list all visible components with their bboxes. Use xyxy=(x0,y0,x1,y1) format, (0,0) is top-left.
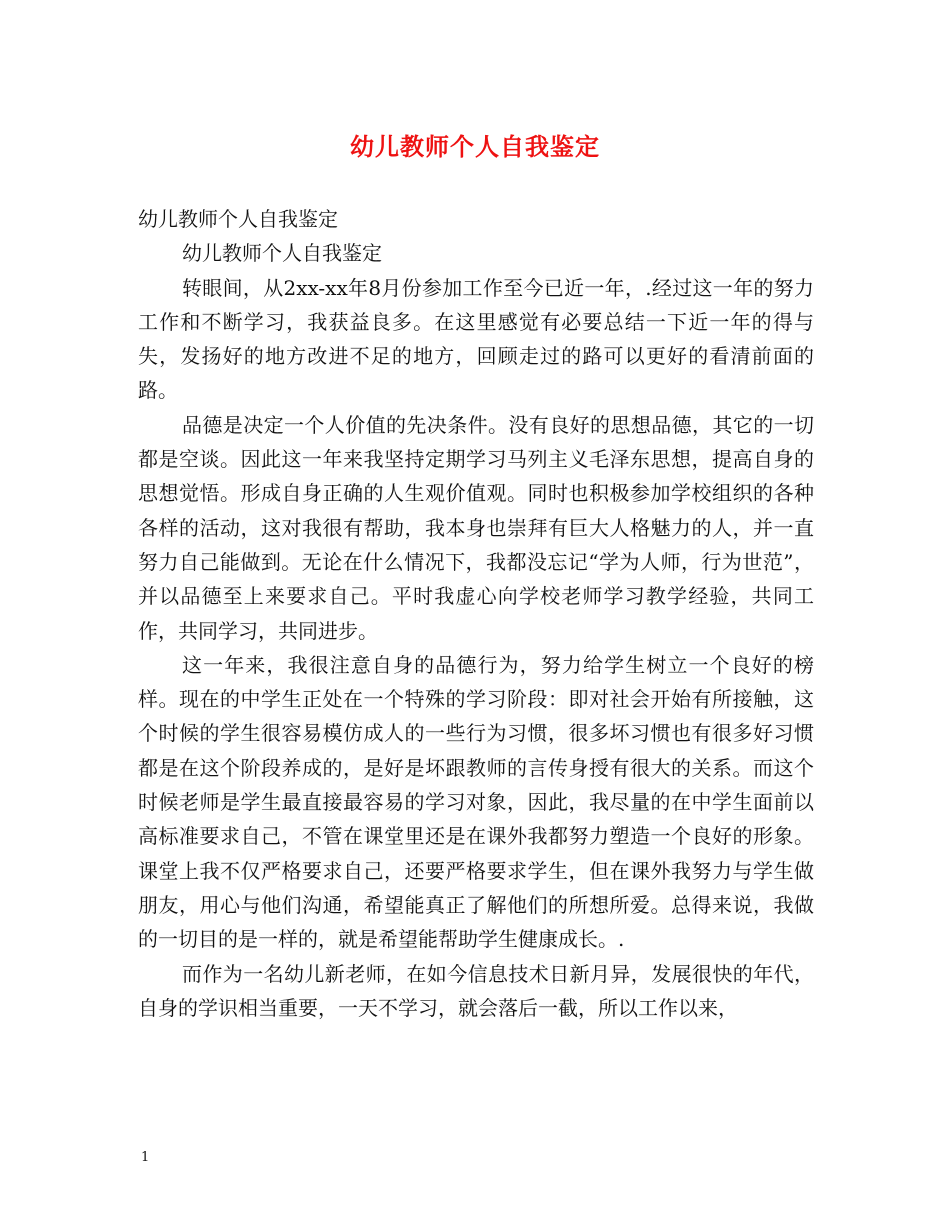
paragraph: 而作为一名幼儿新老师，在如今信息技术日新月异，发展很快的年代，自身的学识相当重要，一天不学习，就会落后一截，所以工作以来， xyxy=(138,961,814,1020)
paragraph-heading: 幼儿教师个人自我鉴定 xyxy=(138,207,338,231)
document-title: 幼儿教师个人自我鉴定 xyxy=(350,132,600,161)
paragraph: 品德是决定一个人价值的先决条件。没有良好的思想品德，其它的一切都是空谈。因此这一年来我坚持定期学习马列主义毛泽东思想，提高自身的思想觉悟。形成自身正确的人生观价值观。同时也积极参加学校组织的各种各样的活动，这对我很有帮助，我本身也崇拜有巨大人格魅力的人，并一直努力自己能做到。无论在什么情况下，我都没忘记“学为人师，行为世范”，并以品德至上来要求自己。平时我虚心向学校老师学习教学经验，共同工作，共同学习，共同进步。 xyxy=(138,412,814,643)
document-body xyxy=(138,202,814,1025)
paragraph: 这一年来，我很注意自身的品德行为，努力给学生树立一个良好的榜样。现在的中学生正处在一个特殊的学习阶段：即对社会开始有所接触，这个时候的学生很容易模仿成人的一些行为习惯，很多坏习惯也有很多好习惯都是在这个阶段养成的，是好是坏跟教师的言传身授有很大的关系。而这个时候老师是学生最直接最容易的学习对象，因此，我尽量的在中学生面前以高标准要求自己，不管在课堂里还是在课外我都努力塑造一个良好的形象。课堂上我不仅严格要求自己，还要严格要求学生，但在课外我努力与学生做朋友，用心与他们沟通，希望能真正了解他们的所想所爱。总得来说，我做的一切目的是一样的，就是希望能帮助学生健康成长。. xyxy=(138,652,814,952)
page-number: 1 xyxy=(141,1150,150,1165)
paragraph: 转眼间，从2xx-xx年8月份参加工作至今已近一年，.经过这一年的努力工作和不断学习，我获益良多。在这里感觉有必要总结一下近一年的得与失，发扬好的地方改进不足的地方，回顾走过的路可以更好的看清前面的路。 xyxy=(138,275,814,403)
paragraph-subheading: 幼儿教师个人自我鉴定 xyxy=(182,241,382,266)
